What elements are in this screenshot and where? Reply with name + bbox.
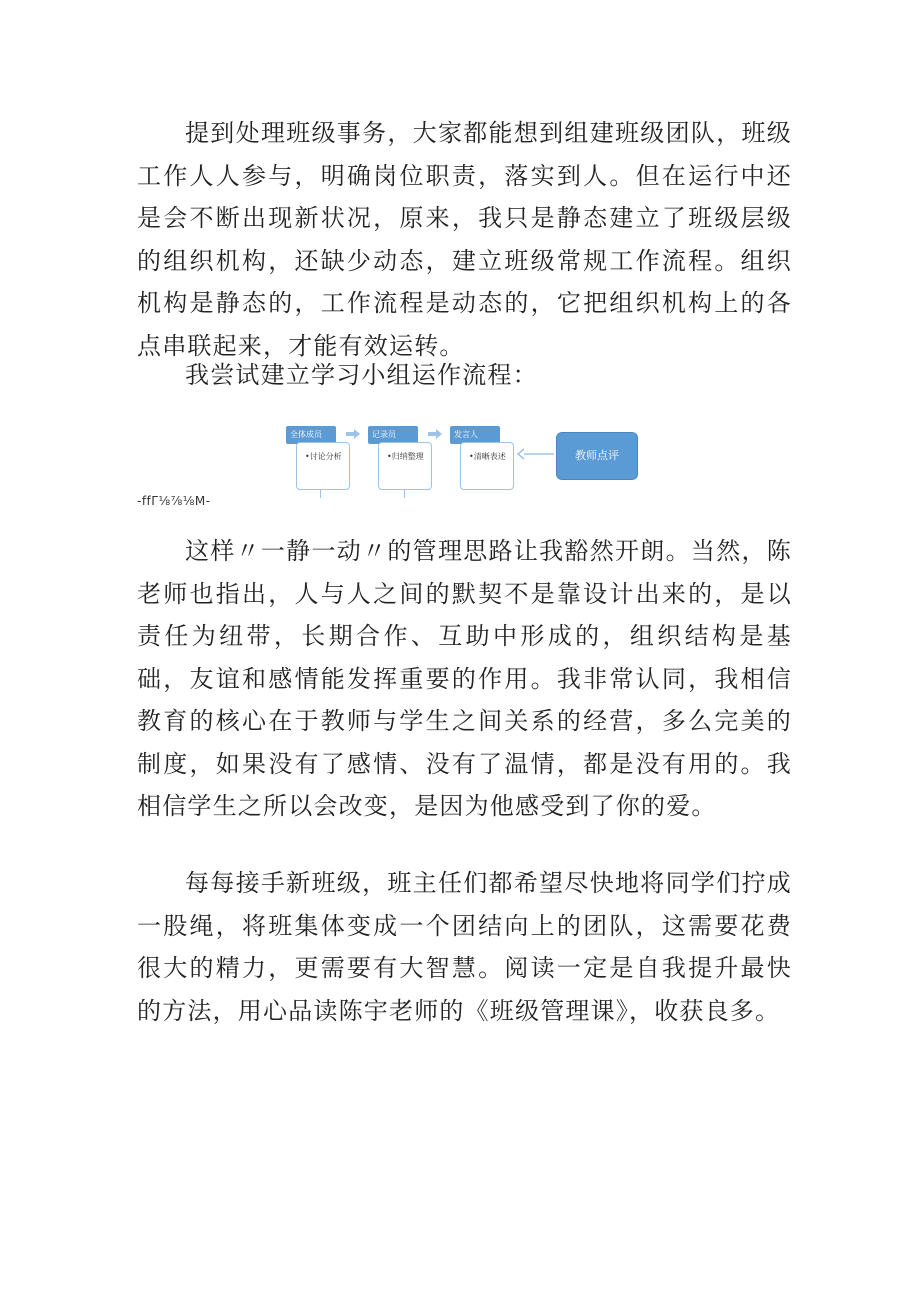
connector-tick	[320, 490, 321, 498]
paragraph-3: 这样〃一静一动〃的管理思路让我豁然开朗。当然，陈老师也指出，人与人之间的默契不是靠设计出来的，是以责任为纽带，长期合作、互助中形成的，组织结构是基础，友谊和感情能发挥重要的作用。我非常认同，我相信教育的核心在于教师与学生之间关系的经营，多么完美的制度，如果没有了感情、没有了温情，都是没有用的。我相信学生之所以会改变，是因为他感受到了你的爱。	[137, 537, 792, 820]
arrow-right-icon	[428, 429, 442, 439]
workflow-diagram	[282, 422, 638, 500]
diagram-caption: -ffΓ⅛⅞⅛M-	[137, 494, 211, 508]
teacher-review-box: 教师点评	[556, 432, 638, 480]
flow-step-2-role: 记录员	[368, 426, 418, 444]
paragraph-2: 我尝试建立学习小组运作流程：	[185, 361, 538, 389]
flow-step-1	[282, 422, 346, 490]
flow-step-3-task: •清晰表述	[460, 442, 514, 490]
flow-step-2	[364, 422, 428, 490]
paragraph-4: 每每接手新班级，班主任们都希望尽快地将同学们拧成一股绳，将班集体变成一个团结向上的团队，这需要花费很大的精力，更需要有大智慧。阅读一定是自我提升最快的方法，用心品读陈宇老师的《班级管理课》，收获良多。	[137, 869, 792, 1025]
arrow-right-icon	[346, 429, 360, 439]
flow-step-1-role: 全体成员	[286, 426, 336, 444]
flow-step-3	[446, 422, 510, 490]
connector-tick	[404, 490, 405, 498]
flow-step-2-task: •归纳整理	[378, 442, 432, 490]
flow-step-1-task: •讨论分析	[296, 442, 350, 490]
arrow-left-icon	[516, 448, 554, 460]
paragraph-1: 提到处理班级事务，大家都能想到组建班级团队，班级工作人人参与，明确岗位职责，落实到人。但在运行中还是会不断出现新状况，原来，我只是静态建立了班级层级的组织机构，还缺少动态，建立班级常规工作流程。组织机构是静态的，工作流程是动态的，它把组织机构上的各点串联起来，才能有效运转。	[137, 119, 792, 360]
flow-step-3-role: 发言人	[450, 426, 500, 444]
